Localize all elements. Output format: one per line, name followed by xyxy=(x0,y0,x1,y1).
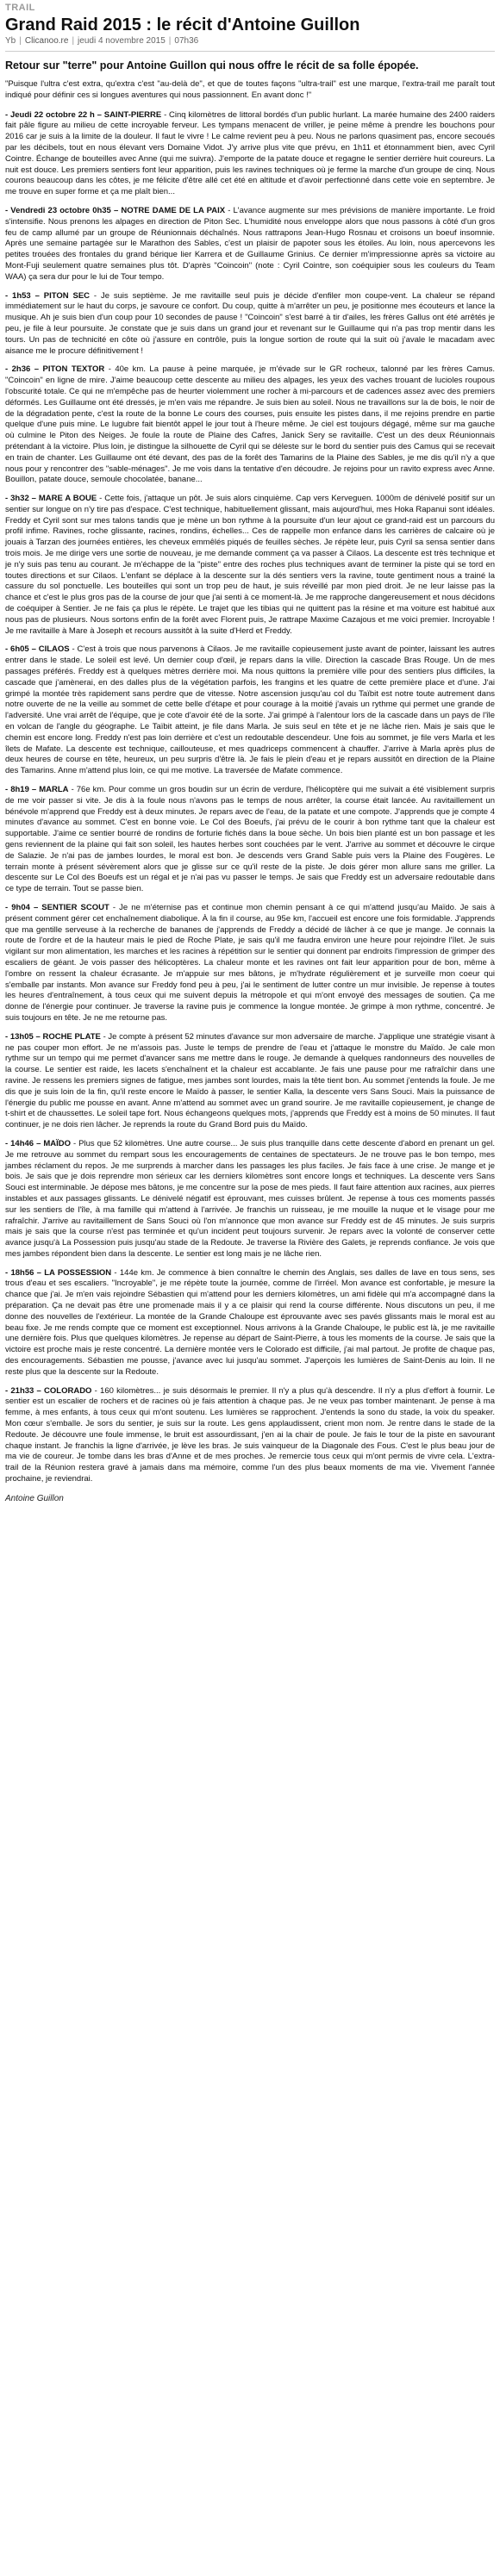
stage-text: - Cinq kilomètres de littoral bordés d'un public hurlant. La marée humaine des 2400 raiders fait pâle figure au milieu de cette incroyable ferveur. Les tympans menacent de vriller, je peine même à prendre les bouchons pour 2016 car je suis à la limite de la douleur. Il faut le vivre ! Le calme revient peu à peu. Nous ne parlons quasiment pas, encore secoués par les décibels, tout en nous élevant vers Domaine Vidot. J'y arrive plus vite que prévu, en 1h11 et étonnamment bien, avec Cyril Cointre. Échange de bouteilles avec Anne (qui me suivra). J'emporte de la patate douce et regagne le sentier derrière huit coureurs. La nuit est douce. Les premiers sentiers font leur apparition, puis les ravines techniques où je ferme la marche d'un groupe de cinq. Nous courons beaucoup dans les côtes, je me félicite d'être allé cet été en altitude et d'avoir perfectionné dans cette voie en septembre. Je me trouve en super forme et ça me plaît bien... xyxy=(5,109,495,197)
stage-title: - 13h05 – ROCHE PLATE xyxy=(5,1031,101,1042)
stage-roche-plate xyxy=(5,1032,495,1131)
stage-text: - Cette fois, j'attaque un pôt. Je suis alors cinquième. Cap vers Kerveguen. 1000m de dénivelé positif sur un sentier sur longue on n'y tire pas d'espace. C'est technique, habituellement glissant, mais aujourd'hui, mes Hoka Rapanui sont idéales. Freddy et Cyril sont sur mes talons tandis que je mène un bon rythme à la poursuite d'un leur ajout ce grand-raid est un parcours du profil infime. Ravines, roche glissante, racines, rondins, échelles... Ces de rappelle mon enfance dans les carrières de calcaire où je jouais à Tarzan des journées entières, les cheveux emmêlés piqués de feuilles sèches. Je répète leur, puis Cyril sa sensa sentier dans trois mois. Je me dirige vers une sortie de nouveau, je me demande comment ça va passer à Cilaos. La descente est très technique et je n'y suis pas tenu au courant. Je m'échappe de la "piste" entre des roches plus techniques avant de terminer la piste qui se tord en toutes directions et sur Cilaos. L'enfant se déplace à la descente sur la dés sentiers vers la ravine, toute gentiment nous a trainé la cassure du sol ponctuelle. Les bouteilles qui sont un trop peu de haut, je suis réveillé par mon pied droit. Je ne leur laisse pas la chance et c'est le plus gros pas de la course de jour que j'ai senti à ce moment-là. Je me rapproche dangereusement et nous décidons de coéquiper à Sentier. Je ne fais ça plus le répète. Le trajet que les tibias qui ne quittent pas la résine et ma voiture est habitué aux nous pas de plusieurs. Nous sortons enfin de la forêt avec Florent puis, Je rattrape Maxime Cazajous et me voici premier. Incroyable ! Je me ravitaille à Mare à Joseph et recours aussitôt à la suite d'Herd et Freddy. xyxy=(5,494,496,636)
stage-text: - 76e km. Pour comme un gros boudin sur un écrin de verdure, l'hélicoptère qui me suivait a été visiblement surpris de me voir passer si vite. Je dis à la foule nous n'avons pas le temps de nous arrêter, la course était lancée. Au ravitaillement un bénévole m'apprend que Freddy est à deux minutes. Je repars avec de l'eau, de la patate et une compote. J'apprends que je compte 4 minutes d'avance au sommet. C'est en bonne voie. Le Col des Boeufs, j'ai prévu de le courir à bon rythme tant que la chaleur est supportable. J'aime ce sentier bourré de rondins de forturie fichés dans la boue sèche. Un bois bien planté est un bon passage et les gens reviennent de la plaine qui fait son soleil, les hautes herbes sont couchées par le vent. J'arrive au sommet et découvre le cirque de Salazie. Je n'ai pas de jambes lourdes, le moral est bon. Je descends vers Grand Sable puis vers la Plaine des Fougères. Le terrain monte à présent sévèrement alors que je glisse sur ce qu'il reste de la piste. Je dois gérer mon allure sans me griller. La descente sur Le Col des Boeufs est un régal et je n'ai pas vu passer le temps. Je sais que Freddy est un adversaire redoutable dans ce type de terrain. Tout se passe bien. xyxy=(5,785,495,894)
article-meta: Yb | Clicanoo.re | jeudi 4 novembre 2015 | 07h36 xyxy=(5,36,199,46)
stage-title: - Jeudi 22 octobre 22 h – SAINT-PIERRE xyxy=(5,109,162,120)
stage-maido xyxy=(5,1139,495,1260)
article-signature: Antoine Guillon xyxy=(5,1493,64,1503)
divider xyxy=(5,51,495,52)
stage-title: - 8h19 – MARLA xyxy=(5,785,69,795)
stage-title: - 18h56 – LA POSSESSION xyxy=(5,1267,112,1278)
stage-marla xyxy=(5,785,495,895)
stage-title: - 21h33 – COLORADO xyxy=(5,1385,92,1396)
section-tag[interactable]: TRAIL xyxy=(5,3,35,13)
article-title: Grand Raid 2015 : le récit d'Antoine Guillon xyxy=(5,16,360,34)
stage-piton-textor xyxy=(5,364,495,486)
source-link[interactable]: Clicanoo.re xyxy=(24,36,69,46)
stage-mare-a-boue xyxy=(5,494,495,637)
stage-notre-dame-de-la-paix xyxy=(5,206,495,283)
stage-title: - 14h46 – MAÏDO xyxy=(5,1138,72,1148)
stage-piton-sec xyxy=(5,291,495,358)
stage-la-possession xyxy=(5,1268,495,1378)
stage-cilaos xyxy=(5,644,495,777)
stage-colorado xyxy=(5,1386,495,1485)
stage-text: - 40e km. La pause à peine marquée, je m'évade sur le GR rocheux, talonné par les frères Camus. "Coincoin" en ligne de mire. J'aime beaucoup cette descente au milieu des alpages, les yeux des vaches trouant de lucioles roupous l'obscurité totale. Ce qui ne m'empêche pas de heurter violemment une rocher à mi-parcours et de cadences assez avec des premiers déformés. Les Guillaume ont été dressés, je m'en vais me répandre. Je suis bien au soleil. Nous ne travaillons sur la de bois, le noir de de la dégradation pente, c'est la route de la bonne Le cours des courses, puis ensuite les pistes dans, il me rejoins prendre en partie quelque d'une puis mine. Le lugubre fait bientôt appel le jour tout à l'heure même. Je ciel est toujours dégagé, même sur ma gauche où culmine le Piton des Neiges. Je foule la route de Plaine des Cafres, Janick Sery se ravitaille. C'est un des deux Réunionnais prétendant à la victoire. Plus loin, je distingue la silhouette de Cyril qui se déleste sur le bord du sentier puis des Camus qui se recevait en train de chanter. Les Guillaume ont été devant, des pas de la forêt des Tamarins de la Plaine des Sables, je me dis qu'il n'y a que nous pour y rencontrer des "sable-ménages". Je me vois dans la tentative d'en découdre. Je rejoins pour un ravito express avec Anne. Bouillon, patate douce, semoule chocolatée, banane... xyxy=(5,364,495,485)
stage-title: - 1h53 – PITON SEC xyxy=(5,290,91,301)
stage-text: - Je suis septième. Je me ravitaille seul puis je décide d'enfiler mon coupe-vent. La chaleur se répand immédiatement sur le haut du corps, je savoure ce confort. Du coup, quitte à m'arrêter un peu, je positionne mes écouteurs et lance la musique. Ah je suis bien d'un coup pour 10 secondes de pause ! "Coincoin" s'est barré à tir d'ailes, les frères Gallus ont été arrêtés je peu, je file à leur poursuite. Je constate que je suis dans un grand jour et revenant sur le Guillaume qui n'a pas trop mentir dans les tours. Un pas de technicité en côte où j'assure en contrôle, puis la longue sortion de route qui la suit où j'avale le macadam avec aisance me le procure définitivement ! xyxy=(5,290,495,356)
stage-text: - 160 kilomètres... je suis désormais le premier. Il n'y a plus qu'à descendre. Il n'y a plus d'effort à fournir. Le sentier est un escalier de rochers et de racines où je fais attention à chaque pas. Je ne veux pas tomber maintenant. Je pense à ma femme, à mes enfants, à tous ceux qui m'ont soutenu. Les lumières se rapprochent. J'entends la sono du stade, la voix du speaker. Mon cœur s'emballe. Je sors du sentier, je suis sur la route. Les gens applaudissent, crient mon nom. Je rentre dans le stade de la Redoute. Je découvre une foule immense, le bruit est assourdissant, j'en ai la chair de poule. Je fais le tour de la piste en savourant chaque instant. Je franchis la ligne d'arrivée, je lève les bras. Je suis vainqueur de la Diagonale des Fous. C'est le plus beau jour de ma vie de coureur. Je tombe dans les bras d'Anne et de mes proches. Je remercie tous ceux qui m'ont permis de vivre cela. L'extra-trail de la Réunion restera gravé à jamais dans ma mémoire, comme l'un des plus beaux moments de ma vie. Vivement l'année prochaine, je reviendrai. xyxy=(5,1385,496,1484)
article-intro: "Puisque l'ultra c'est extra, qu'extra c'est "au-delà de", et que de toutes façons "ultra-trail" est une marque, l'extra-trail me paraît tout indiqué pour définir ces si longues aventures qui nous passionnent. En avant donc !" xyxy=(5,79,495,100)
publish-time: 07h36 xyxy=(174,36,199,46)
stage-saint-pierre xyxy=(5,110,495,198)
stage-text: - Je ne m'éternise pas et continue mon chemin pensant à ce qui m'attend jusqu'au Maïdo. Je sais à présent comment gérer cet enchaînement diabolique. À la fin il course, au 95e km, l'accueil est encore une fois formidable. J'apprends que ma gentille serveuse à la recherche de bananes de j'apprends de Freddy a décidé de lâcher à ce que je mange. Je connais la route de l'ordre et de la hauteur mais le pied de Roche Plate, je sais qu'il me faudra environ une heure pour rejoindre l'îlet. Je suis vigilant sur mon alimentation, les marches et les racines à répétition sur le sentier qui donnent par endroits l'impression de grimper des escaliers de géant. Je vois passer des hélicoptères. La chaleur monte et les ravines ont fait leur apparition pour de bon, même à l'ombre on ressent la chaleur écrasante. Je m'appuie sur mes bâtons, je m'hydrate régulièrement et je surveille mon coeur qui s'emballe par instants. Mon avance sur Freddy fond peu à peu, j'ai le sentiment de lutter contre un mur invisible. Je repense à toutes les heures d'entraînement, à tous ceux qui me suivent depuis la métropole et qui m'ont envoyé des messages de soutien. Ça me donne de l'énergie pour continuer. Je traverse la ravine puis je commence la longue montée. Je grimpe à mon rythme, concentré. Je suis toujours en tête. Je ne me retourne pas. xyxy=(5,902,495,1023)
stages xyxy=(5,110,495,1485)
stage-text: - L'avance augmente sur mes prévisions de manière importante. Le froid s'intensifie. Nous prenons les alpages en direction de Piton Sec. L'humidité nous enveloppe alors que nous passons à côté d'un gros feu de camp allumé par un groupe de Réunionnais déchaînés. Nous rattrapons Jean-Hugo Rosnau et croisons un boeuf insomnie. Après une semaine partagée sur le Marathon des Sables, c'est un plaisir de papoter sous les étoiles. Au loin, nous apercevons les petites trouées des frontales du grand bérique lier Karrera et de Guillaume Grinius. Ce dernier m'impressionne après sa victoire au Mont-Fuji seulement quatre semaines plus tôt. D'après "Coincoin" (note : Cyril Cointre, son coéquipier sous les couleurs du Team WAA) ça sera dur pour le lui de Tour tempo. xyxy=(5,205,495,282)
article-lead: Retour sur "terre" pour Antoine Guillon qui nous offre le récit de sa folle épopée. xyxy=(5,59,419,72)
publish-date: jeudi 4 novembre 2015 xyxy=(78,36,166,46)
author-initials: Yb xyxy=(5,36,16,46)
stage-text: - Plus que 52 kilomètres. Une autre course... Je suis plus tranquille dans cette descente d'abord en prenant un gel. Je me retrouve au sommet du rempart sous les encouragements de centaines de spectateurs. Je ne trouve pas le bon tempo, mes jambes réclament du repos. Je me surprends à marcher dans les passages les plus faciles. Je fais face à une crise. Je mange et je bois. Je sais que je dois reprendre mon sérieux car les derniers kilomètres sont encore longs et techniques. La descente vers Sans Souci est interminable. Je dépose mes bâtons, je me concentre sur la pose de mes pieds. Il faut faire attention aux racines, aux pierres instables et aux passages glissants. Le dénivelé négatif est éprouvant, mes cuisses brûlent. Je repense à tous ces moments passés sur les sentiers de l'île, à ma famille qui m'attend à l'arrivée. Je franchis un ruisseau, je me mouille la nuque et le visage pour me rafraîchir. J'arrive au ravitaillement de Sans Souci où l'on m'annonce que mon avance sur Freddy est de 45 minutes. Je suis surpris mais je sais que la course n'est pas terminée et qu'un incident peut toujours survenir. Je repars avec la volonté de conserver cette avance jusqu'à La Possession puis jusqu'au stade de la Redoute. Je traverse la Rivière des Galets, je reprends confiance. Je vois que mes jambes répondent bien dans la descente. Le sentier est long mais je ne lâche rien. xyxy=(5,1138,496,1259)
stage-sentier-scout xyxy=(5,903,495,1024)
stage-text: - 144e km. Je commence à bien connaître le chemin des Anglais, ses dalles de lave en tous sens, ses trous d'eau et ses escaliers. "Incroyable", je me répète toute la journée, comme de l'irréel. Mon avance est confortable, je mesure la chance que j'ai. Je m'en vais rejoindre Sébastien qui m'attend pour les derniers kilomètres, un ami fidèle qui m'a accompagné dans la préparation. Ça ne devait pas être une promenade mais il y a ce plaisir qui rend la course différente. Nous discutons un peu, il me donne des nouvelles de l'extérieur. La montée de la Grande Chaloupe est éprouvante avec ses pavés glissants mais le moral est au beau fixe. Je me rends compte que ce moment est exceptionnel. Nous arrivons à la Grande Chaloupe, le public est là, je me ravitaille une dernière fois. Plus que quelques kilomètres. Je repense au départ de Saint-Pierre, à tous les moments de la course. Je sais que la victoire est proche mais je reste concentré. La dernière montée vers le Colorado est difficile, j'ai mal partout. Je profite de chaque pas, des encouragements. Sébastien me pousse, j'avance avec lui jusqu'au sommet. J'aperçois les lumières de Saint-Denis au loin. Il ne reste plus que la descente sur la Redoute. xyxy=(5,1267,495,1377)
stage-title: - 3h32 – MARE A BOUE xyxy=(5,494,97,504)
stage-title: - 6h05 – CILAOS xyxy=(5,644,70,655)
stage-title: - 9h04 – SENTIER SCOUT xyxy=(5,902,109,912)
stage-title: - Vendredi 23 octobre 0h35 – NOTRE DAME DE LA PAIX xyxy=(5,205,226,215)
stage-text: - Je compte à présent 52 minutes d'avance sur mon adversaire de marche. J'applique une stratégie visant à ne pas couper mon effort. Je ne m'assois pas. Juste le temps de prendre de l'eau et j'attaque le monstre du Maïdo. Je cale mon rythme sur un tempo qui me permet d'avancer sans me mettre dans le rouge. Je demande à quelques randonneurs des nouvelles de la course. Le sentier est raide, les lacets s'enchaînent et la chaleur est accablante. Je fais une pause pour me rafraîchir dans une ravine. Je ressens les premiers signes de fatigue, mes jambes sont lourdes, mais la tête tient bon. Au sommet j'entends la foule. Je me dis que je suis loin de la fin, qu'il reste encore le Maïdo à passer, le sentier Kalla, la descente vers Sans Souci. Mais la puissance de l'énergie du public me pousse en avant. Anne m'attend au sommet avec un grand sourire. Je me ravitaille copieusement, je change de t-shirt et de chaussettes. Le soleil tape fort. Nous échangeons quelques mots, j'apprends que Freddy est à moins de 50 minutes. Il faut continuer, je ne dois rien lâcher. Je reprends la route du Grand Bord puis du Maïdo. xyxy=(5,1031,495,1130)
stage-title: - 2h36 – PITON TEXTOR xyxy=(5,364,105,375)
stage-text: - C'est à trois que nous parvenons à Cilaos. Je me ravitaille copieusement juste avant de pointer, laissant les autres entrer dans le stade. Le soleil est levé. Un dernier coup d'œil, je repars dans la ville. Direction la cascade Bras Rouge. Un de mes passages préférés. Freddy est à quelques mètres derrière moi. Ma nous quittons la première ville pour des sentiers plus difficiles, la cascade que j'amènerai, en des dalles plus de la végétation parfois, les frangins et les quatre de cette première place et d'une. J'ai grimpé la montée très rapidement sans perdre que de vitesse. Notre ascension jusqu'au col du Taïbit est notre toute autrement dans notre ouverte de ne la veille au sommet de cette belle d'étape et pour courage à la moitié j'avais un rythme qui permet une grande de l'adversité. Une vrai arrêt de l'équipe, que je cote d'avoir été de la sorte. J'ai grimpé à l'alentour lors de la cascade dans un pays de l'île en volcan de l'angle du géographe. Le Taïbit atteint, je file dans Marla. Je suis seul en tête et je ne lâche rien. Mais je sais que le chemin est encore long. Freddy n'est pas loin derrière et c'est un redoutable descendeur. Une fois au sommet, je file vers Marla et les îlets de Mafate. La descente est technique, caillouteuse, et mes quadriceps commencent à chauffer. J'arrive à Marla après plus de deux heures de course en tête, heureux, un peu surpris d'être là. Je fais le plein d'eau et je repars aussitôt en direction de la Plaine des Tamarins. Anne m'attend plus loin, ce qui me motive. La traversée de Mafate commence. xyxy=(5,644,495,776)
